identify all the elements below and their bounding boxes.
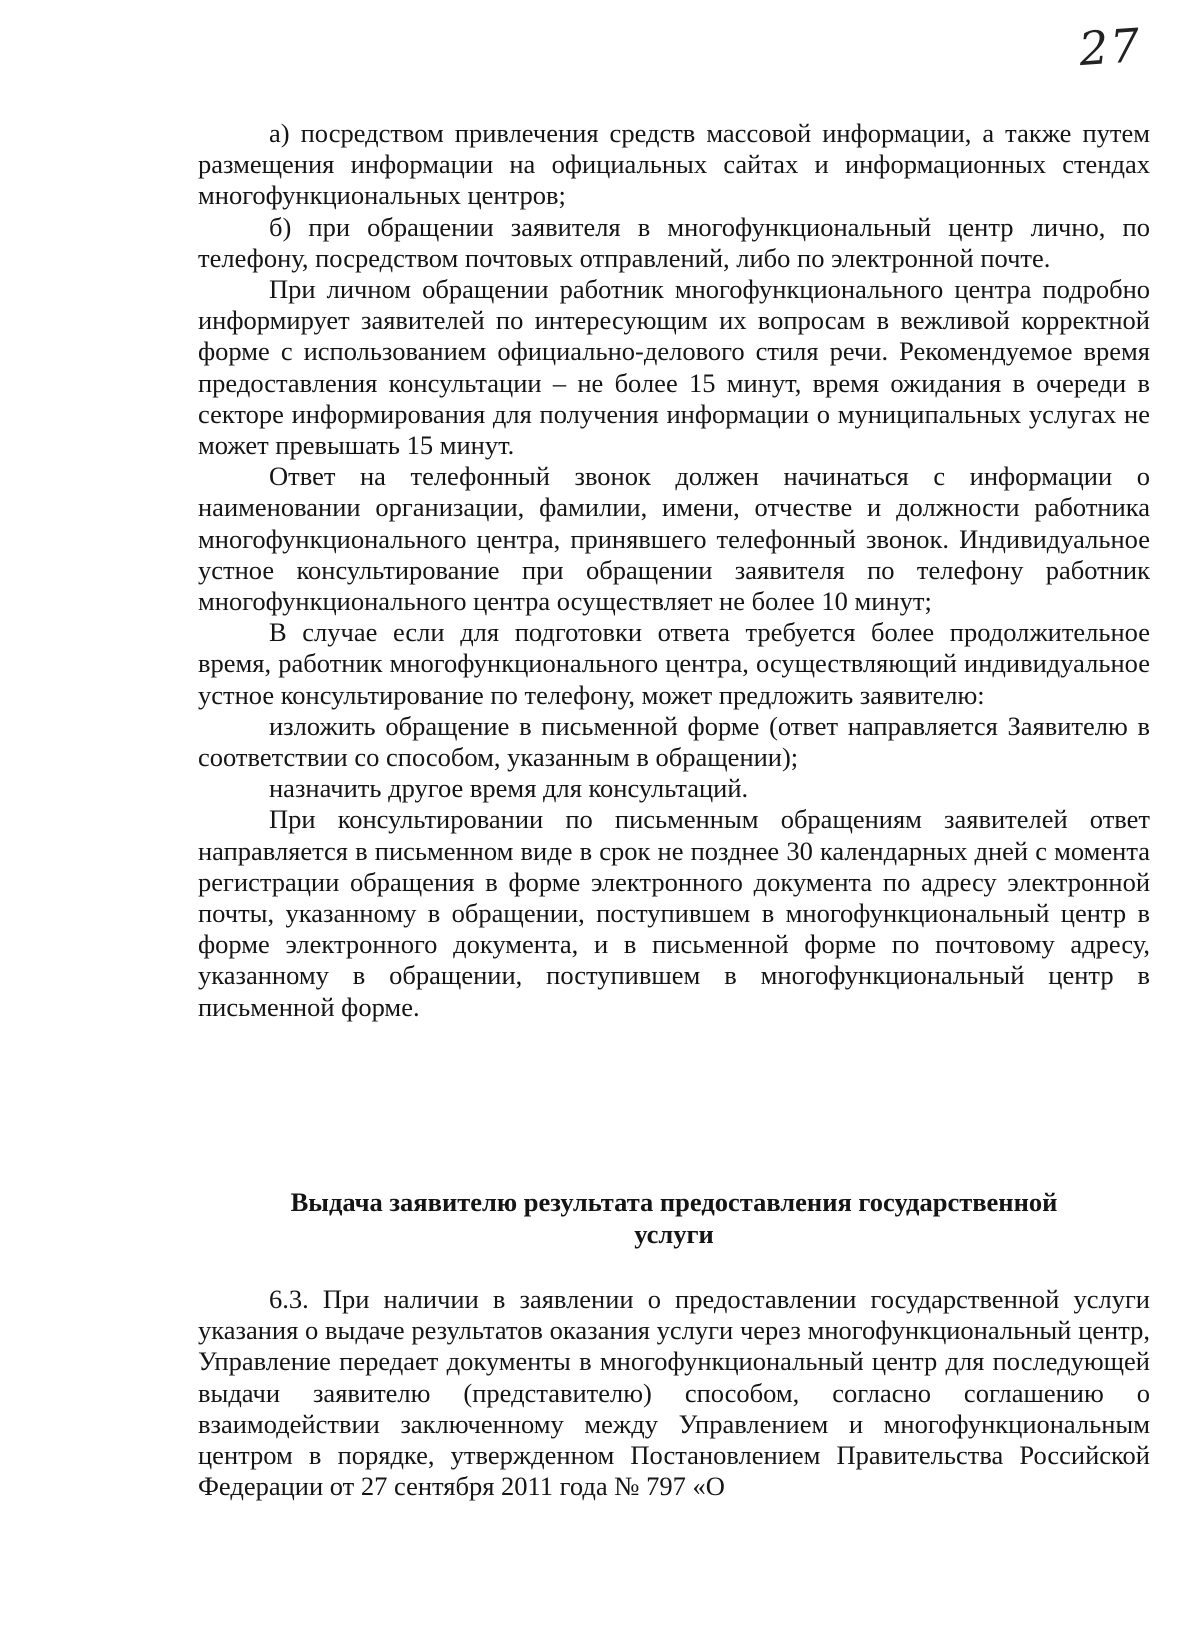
paragraph-personal-visit: При личном обращении работник многофункционального центра подробно информирует заявителей по интересующим их вопросам в вежливой корректной форме с использованием официально-делового стиля речи. Рекомендуемое время предоставления консультации – не более 15 минут, время ожидания в очереди в секторе информирования для получения информации о муниципальных услугах не может превышать 15 минут.: [198, 274, 1150, 461]
section-heading-line-1: Выдача заявителю результата предоставления государственной: [290, 1187, 1058, 1217]
handwritten-page-number: 27: [1077, 17, 1144, 77]
section-heading: [198, 1186, 1150, 1250]
paragraph-longer-answer: В случае если для подготовки ответа требуется более продолжительное время, работник многофункционального центра, осуществляющий индивидуальное устное консультирование по телефону, может предложить заявителю:: [198, 617, 1150, 710]
paragraph-written-form: изложить обращение в письменной форме (ответ направляется Заявителю в соответствии со способом, указанным в обращении);: [198, 710, 1150, 773]
document-body: [198, 118, 1150, 1023]
section-body: [198, 1284, 1150, 1502]
paragraph-phone-call: Ответ на телефонный звонок должен начинаться с информации о наименовании организации, фамилии, имени, отчестве и должности работника многофункционального центра, принявшего телефонный звонок. Индивидуальное устное консультирование при обращении заявителя по телефону работник многофункционального центра осуществляет не более 10 минут;: [198, 461, 1150, 617]
paragraph-b: б) при обращении заявителя в многофункциональный центр лично, по телефону, посредством почтовых отправлений, либо по электронной почте.: [198, 211, 1150, 273]
paragraph-6-3: 6.3. При наличии в заявлении о предоставлении государственной услуги указания о выдаче результатов оказания услуги через многофункциональный центр, Управление передает документы в многофункциональный центр для последующей выдачи заявителю (представителю) способом, согласно соглашению о взаимодействии заключенному между Управлением и многофункциональным центром в порядке, утвержденном Постановлением Правительства Российской Федерации от 27 сентября 2011 года № 797 «О: [198, 1284, 1150, 1502]
paragraph-written-requests: При консультировании по письменным обращениям заявителей ответ направляется в письменном виде в срок не позднее 30 календарных дней с момента регистрации обращения в форме электронного документа по адресу электронной почты, указанному в обращении, поступившем в многофункциональный центр в форме электронного документа, и в письменной форме по почтовому адресу, указанному в обращении, поступившем в многофункциональный центр в письменной форме.: [198, 804, 1150, 1022]
section-heading-line-2: услуги: [634, 1219, 714, 1249]
paragraph-a: а) посредством привлечения средств массовой информации, а также путем размещения информации на официальных сайтах и информационных стендах многофункциональных центров;: [198, 118, 1150, 211]
paragraph-other-time: назначить другое время для консультаций.: [269, 773, 749, 804]
